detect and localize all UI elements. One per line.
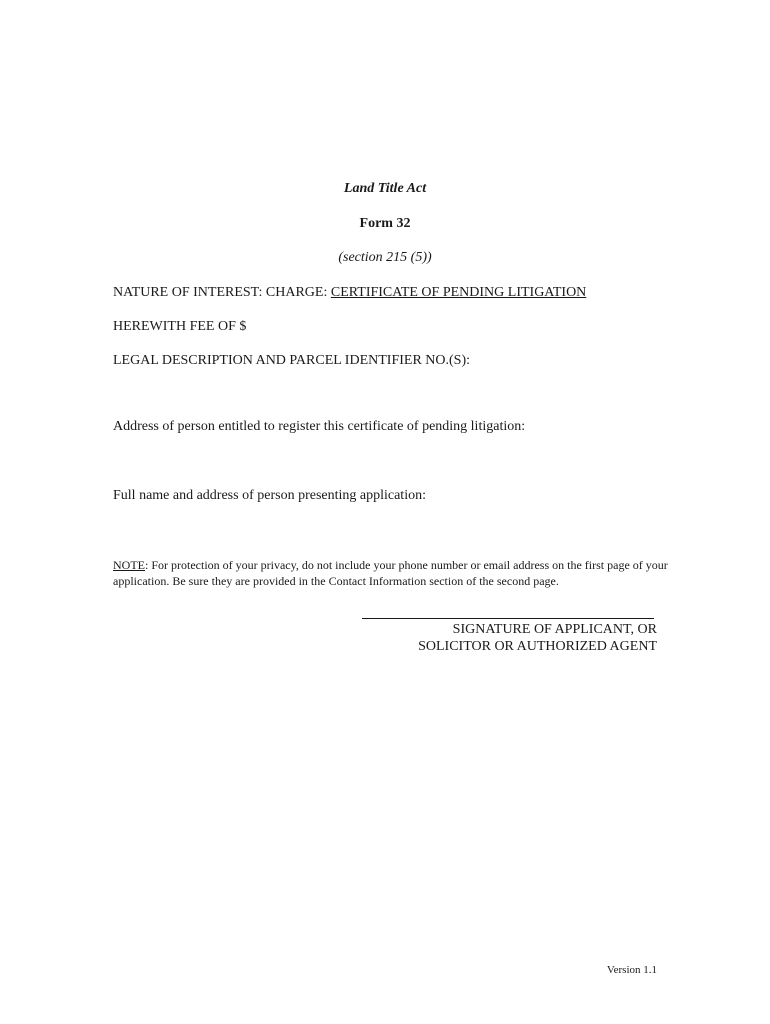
version-label: Version 1.1 [606, 964, 657, 976]
note-label: NOTE [113, 558, 145, 572]
signature-caption-line1: SIGNATURE OF APPLICANT, OR [452, 622, 657, 637]
privacy-note [113, 557, 673, 589]
act-title: Land Title Act [343, 181, 427, 196]
address-label: Address of person entitled to register this certificate of pending litigation: [113, 419, 526, 434]
legal-description-label: LEGAL DESCRIPTION AND PARCEL IDENTIFIER NO.(S): [113, 353, 470, 368]
nature-of-interest-value: CERTIFICATE OF PENDING LITIGATION [330, 285, 587, 300]
presenter-label: Full name and address of person presenting application: [113, 488, 426, 503]
section-reference: (section 215 (5)) [338, 250, 432, 265]
signature-line [362, 618, 654, 619]
note-text: : For protection of your privacy, do not include your phone number or email address on the first page of your application. Be sure they are provided in the Contact Information section of the second page. [113, 558, 668, 588]
fee-label: HEREWITH FEE OF $ [113, 319, 247, 334]
form-number: Form 32 [359, 216, 411, 231]
nature-of-interest-label: NATURE OF INTEREST: CHARGE: [113, 285, 328, 300]
nature-of-interest-line [113, 285, 586, 301]
signature-caption-line2: SOLICITOR OR AUTHORIZED AGENT [418, 639, 657, 654]
